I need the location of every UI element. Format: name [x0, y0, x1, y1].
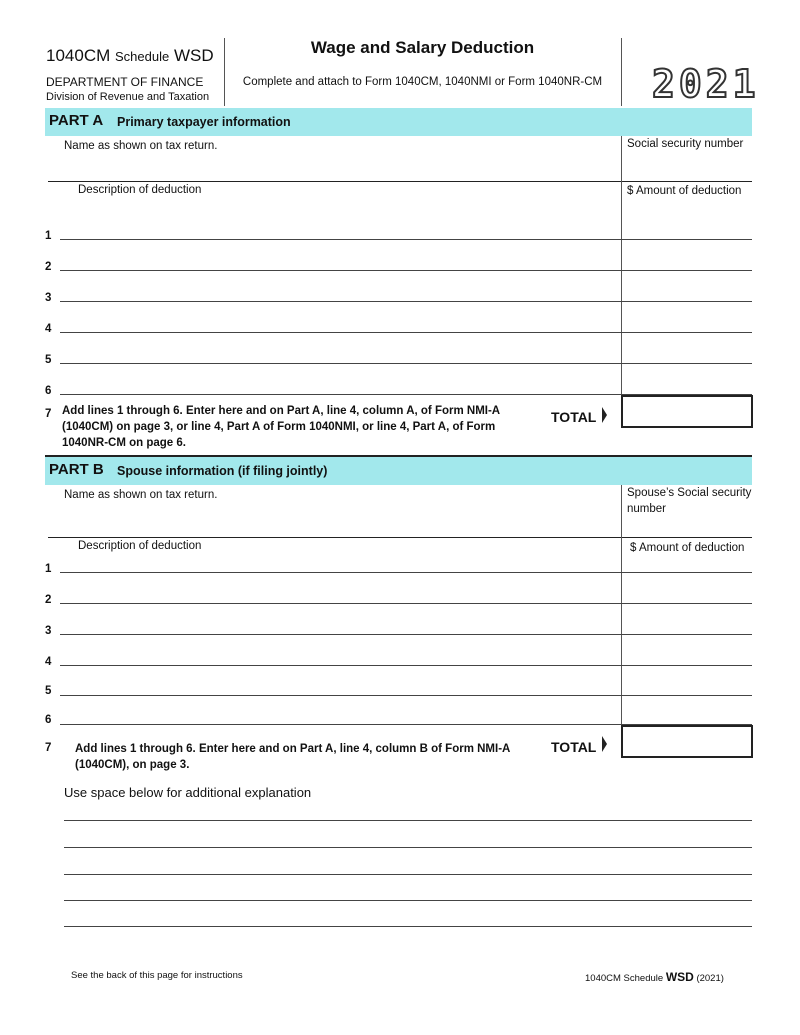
footer-form-id [585, 970, 724, 984]
explanation-rule [64, 874, 752, 875]
explanation-label: Use space below for additional explanation [64, 785, 312, 800]
part-b-ssn-label: Spouse’s Social security [627, 487, 752, 499]
explanation-rule [64, 847, 752, 848]
form-id-schedule: Schedule [115, 49, 170, 64]
part-a-amount-input[interactable] [622, 282, 752, 301]
explanation-rule [64, 926, 752, 927]
part-a-amount-input[interactable] [622, 344, 752, 363]
part-b-name-rule [48, 537, 752, 538]
form-id-main: 1040CM [46, 46, 111, 65]
part-a-line-number: 4 [45, 323, 52, 335]
part-b-total-arrow-icon [602, 736, 607, 752]
part-a-line7-text: (1040CM) on page 3, or line 4, Part A of Form 1040NMI, or line 4, Part A, of Form [62, 421, 496, 433]
part-a-amount-input[interactable] [622, 375, 752, 394]
part-a-line7-text: Add lines 1 through 6. Enter here and on Part A, line 4, column A, of Form NMI-A [62, 405, 501, 417]
form-instruction: Complete and attach to Form 1040CM, 1040NMI or Form 1040NR-CM [242, 76, 603, 88]
part-a-amount-input[interactable] [622, 220, 752, 239]
part-b-line-number: 4 [45, 656, 52, 668]
footer-form-prefix: 1040CM Schedule [585, 973, 664, 984]
part-a-name-field[interactable] [48, 154, 620, 180]
part-a-line-rule [60, 270, 752, 271]
part-b-line-rule [60, 572, 752, 573]
part-b-name-label: Name as shown on tax return. [64, 489, 218, 501]
part-b-line7-text: (1040CM), on page 3. [75, 759, 190, 771]
part-a-description-label: Description of deduction [78, 184, 202, 196]
part-b-line-number: 5 [45, 685, 52, 697]
form-id [46, 46, 214, 66]
part-a-description-input[interactable] [60, 220, 620, 239]
part-b-description-input[interactable] [60, 556, 620, 572]
part-a-line-number: 5 [45, 354, 52, 366]
division: Division of Revenue and Taxation [46, 91, 210, 103]
explanation-rule [64, 900, 752, 901]
part-a-ssn-field[interactable] [622, 154, 752, 180]
part-b-description-input[interactable] [60, 676, 620, 695]
part-b-header [45, 457, 752, 485]
part-a-line-number: 3 [45, 292, 52, 304]
part-b-amount-input[interactable] [622, 556, 752, 572]
part-b-total-input[interactable] [621, 725, 753, 758]
department: DEPARTMENT OF FINANCE [46, 75, 204, 89]
part-a-name-label: Name as shown on tax return. [64, 140, 218, 152]
part-b-line-number: 6 [45, 714, 52, 726]
part-a-amount-input[interactable] [622, 313, 752, 332]
part-a-description-input[interactable] [60, 375, 620, 394]
part-a-line-number: 2 [45, 261, 52, 273]
part-a-description-input[interactable] [60, 282, 620, 301]
part-b-description-label: Description of deduction [78, 540, 202, 552]
part-a-line-rule [60, 332, 752, 333]
part-b-total-label: TOTAL [551, 739, 597, 755]
part-b-amount-input[interactable] [622, 646, 752, 665]
part-a-description-input[interactable] [60, 313, 620, 332]
header-divider-right [621, 38, 622, 106]
part-b-ssn-field[interactable] [622, 518, 752, 536]
part-b-line-rule [60, 634, 752, 635]
form-title: Wage and Salary Deduction [310, 38, 535, 57]
part-a-description-input[interactable] [60, 251, 620, 270]
part-a-amount-label: $ Amount of deduction [627, 185, 742, 197]
tax-year: 2021 [652, 62, 760, 106]
part-b-title: Spouse information (if filing jointly) [117, 464, 328, 478]
part-b-amount-label: $ Amount of deduction [630, 542, 745, 554]
part-a-name-rule [48, 181, 752, 182]
part-a-total-label: TOTAL [551, 409, 597, 425]
footer-form-year: (2021) [696, 973, 724, 984]
part-a-ssn-label: Social security number [627, 138, 744, 150]
part-a-amount-input[interactable] [622, 251, 752, 270]
part-a-line7-number: 7 [45, 408, 52, 420]
part-b-line-rule [60, 665, 752, 666]
part-a-title: Primary taxpayer information [117, 115, 291, 129]
part-b-amount-input[interactable] [622, 676, 752, 695]
part-b-label: PART B [49, 461, 104, 478]
part-b-line-rule [60, 695, 752, 696]
part-a-description-input[interactable] [60, 344, 620, 363]
part-a-line-rule [60, 363, 752, 364]
part-a-total-arrow-icon [602, 407, 607, 423]
part-b-amount-input[interactable] [622, 584, 752, 603]
part-b-description-input[interactable] [60, 705, 620, 724]
part-b-line-rule [60, 603, 752, 604]
footer-form-code: WSD [665, 970, 694, 984]
part-b-description-input[interactable] [60, 615, 620, 634]
part-b-amount-input[interactable] [622, 615, 752, 634]
part-b-name-field[interactable] [48, 506, 620, 536]
form-id-code: WSD [173, 46, 214, 65]
part-a-line-number: 1 [45, 230, 52, 242]
footer-instructions-note: See the back of this page for instructions [71, 970, 243, 981]
part-b-line-number: 3 [45, 625, 52, 637]
part-a-line-number: 6 [45, 385, 52, 397]
explanation-rule [64, 820, 752, 821]
part-a-line-rule [60, 301, 752, 302]
part-b-ssn-label: number [627, 503, 666, 515]
part-b-description-input[interactable] [60, 646, 620, 665]
part-b-line-number: 1 [45, 563, 52, 575]
part-b-line7-text: Add lines 1 through 6. Enter here and on Part A, line 4, column B of Form NMI-A [75, 743, 511, 755]
part-a-line-rule [60, 239, 752, 240]
part-b-line7-number: 7 [45, 742, 52, 754]
part-b-description-input[interactable] [60, 584, 620, 603]
part-a-line7-text: 1040NR-CM on page 6. [62, 437, 186, 449]
part-a-label: PART A [49, 112, 104, 129]
part-b-line-number: 2 [45, 594, 52, 606]
part-a-header [45, 108, 752, 136]
part-a-total-input[interactable] [621, 395, 753, 428]
part-b-amount-input[interactable] [622, 705, 752, 724]
